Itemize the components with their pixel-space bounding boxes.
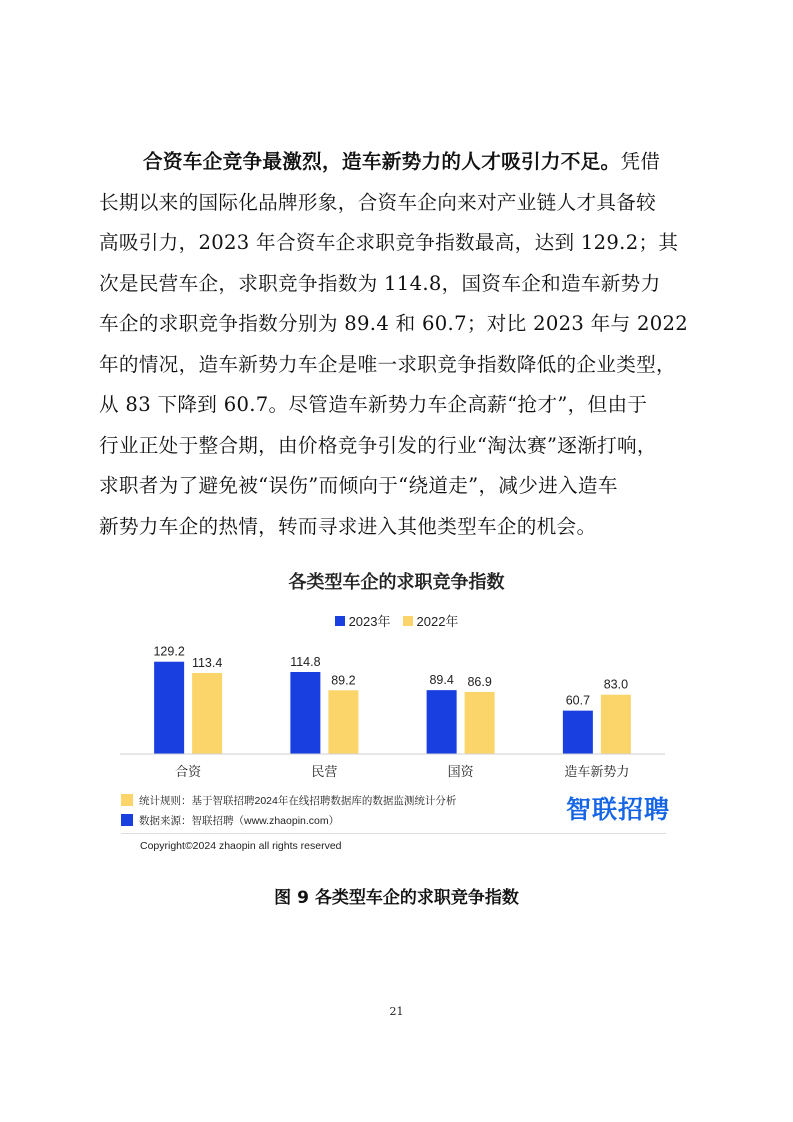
bar-chart — [120, 630, 665, 790]
bar-2022-1 — [328, 690, 358, 754]
data-label: 83.0 — [603, 677, 629, 692]
data-label: 89.4 — [429, 673, 454, 688]
note-source-text: 数据来源：智联招聘（www.zhaopin.com） — [139, 814, 340, 827]
bar-2023-3 — [563, 711, 593, 754]
data-label: 86.9 — [467, 674, 492, 689]
paragraph-line: 新势力车企的热情，转而寻求进入其他类型车企的机会。 — [99, 514, 597, 538]
paragraph-line: 行业正处于整合期，由价格竞争引发的行业“淘汰赛”逐渐打响， — [99, 433, 657, 457]
category-label: 民营 — [311, 765, 338, 780]
paragraph-lead: 合资车企竞争最激烈，造车新势力的人才吸引力不足。 — [143, 150, 621, 173]
data-label: 129.2 — [153, 644, 185, 659]
legend-item-2022 — [403, 611, 459, 630]
category-label: 合资 — [175, 765, 202, 780]
zhaopin-logo: 智联招聘 — [566, 795, 671, 824]
paragraph-line: 年的情况，造车新势力车企是唯一求职竞争指数降低的企业类型， — [99, 352, 676, 376]
paragraph-line: 求职者为了避免被“误伤”而倾向于“绕道走”，减少进入造车 — [99, 474, 618, 497]
chart-title: 各类型车企的求职竞争指数 — [288, 572, 505, 593]
data-label: 113.4 — [191, 656, 223, 670]
paragraph-line: 高吸引力，2023 年合资车企求职竞争指数最高，达到 129.2；其 — [99, 231, 679, 254]
legend-swatch-2023 — [335, 616, 345, 626]
bar-2022-3 — [601, 695, 631, 754]
note-rule — [121, 790, 456, 810]
paragraph-line-1 — [99, 142, 699, 183]
bar-2023-1 — [290, 672, 320, 754]
note-source — [121, 810, 456, 830]
paragraph-line: 次是民营车企，求职竞争指数为 114.8，国资车企和造车新势力 — [99, 271, 661, 295]
category-label: 国资 — [447, 765, 474, 780]
category-label: 造车新势力 — [564, 765, 630, 780]
note-source-swatch — [121, 814, 133, 826]
paragraph-line: 从 83 下降到 60.7。尽管造车新势力车企高薪“抢才”，但由于 — [99, 393, 648, 416]
data-label: 114.8 — [290, 655, 321, 669]
divider — [121, 833, 666, 834]
note-rule-text: 统计规则：基于智联招聘2024年在线招聘数据库的数据监测统计分析 — [139, 794, 457, 807]
page-number: 21 — [389, 1005, 404, 1018]
bar-2022-0 — [192, 673, 222, 754]
bar-2022-2 — [465, 692, 495, 754]
legend-item-2023 — [335, 611, 391, 630]
figure-caption: 图 9 各类型车企的求职竞争指数 — [274, 888, 519, 908]
data-label: 60.7 — [565, 693, 591, 708]
chart-legend — [0, 611, 793, 630]
data-label: 89.2 — [331, 673, 356, 688]
body-paragraph — [99, 142, 699, 547]
legend-swatch-2022 — [403, 616, 413, 626]
note-rule-swatch — [121, 794, 133, 806]
bar-2023-2 — [427, 690, 457, 754]
legend-label-2022: 2022年 — [416, 614, 459, 629]
chart-notes — [121, 790, 456, 830]
copyright-text: Copyright©2024 zhaopin all rights reserved — [140, 840, 342, 852]
bar-2023-0 — [154, 662, 184, 754]
paragraph-line: 车企的求职竞争指数分别为 89.4 和 60.7；对比 2023 年与 2022 — [99, 312, 689, 335]
paragraph-line-1-rest: 凭借 — [620, 150, 661, 173]
legend-label-2023: 2023年 — [348, 614, 391, 629]
paragraph-line: 长期以来的国际化品牌形象，合资车企向来对产业链人才具备较 — [99, 190, 657, 214]
